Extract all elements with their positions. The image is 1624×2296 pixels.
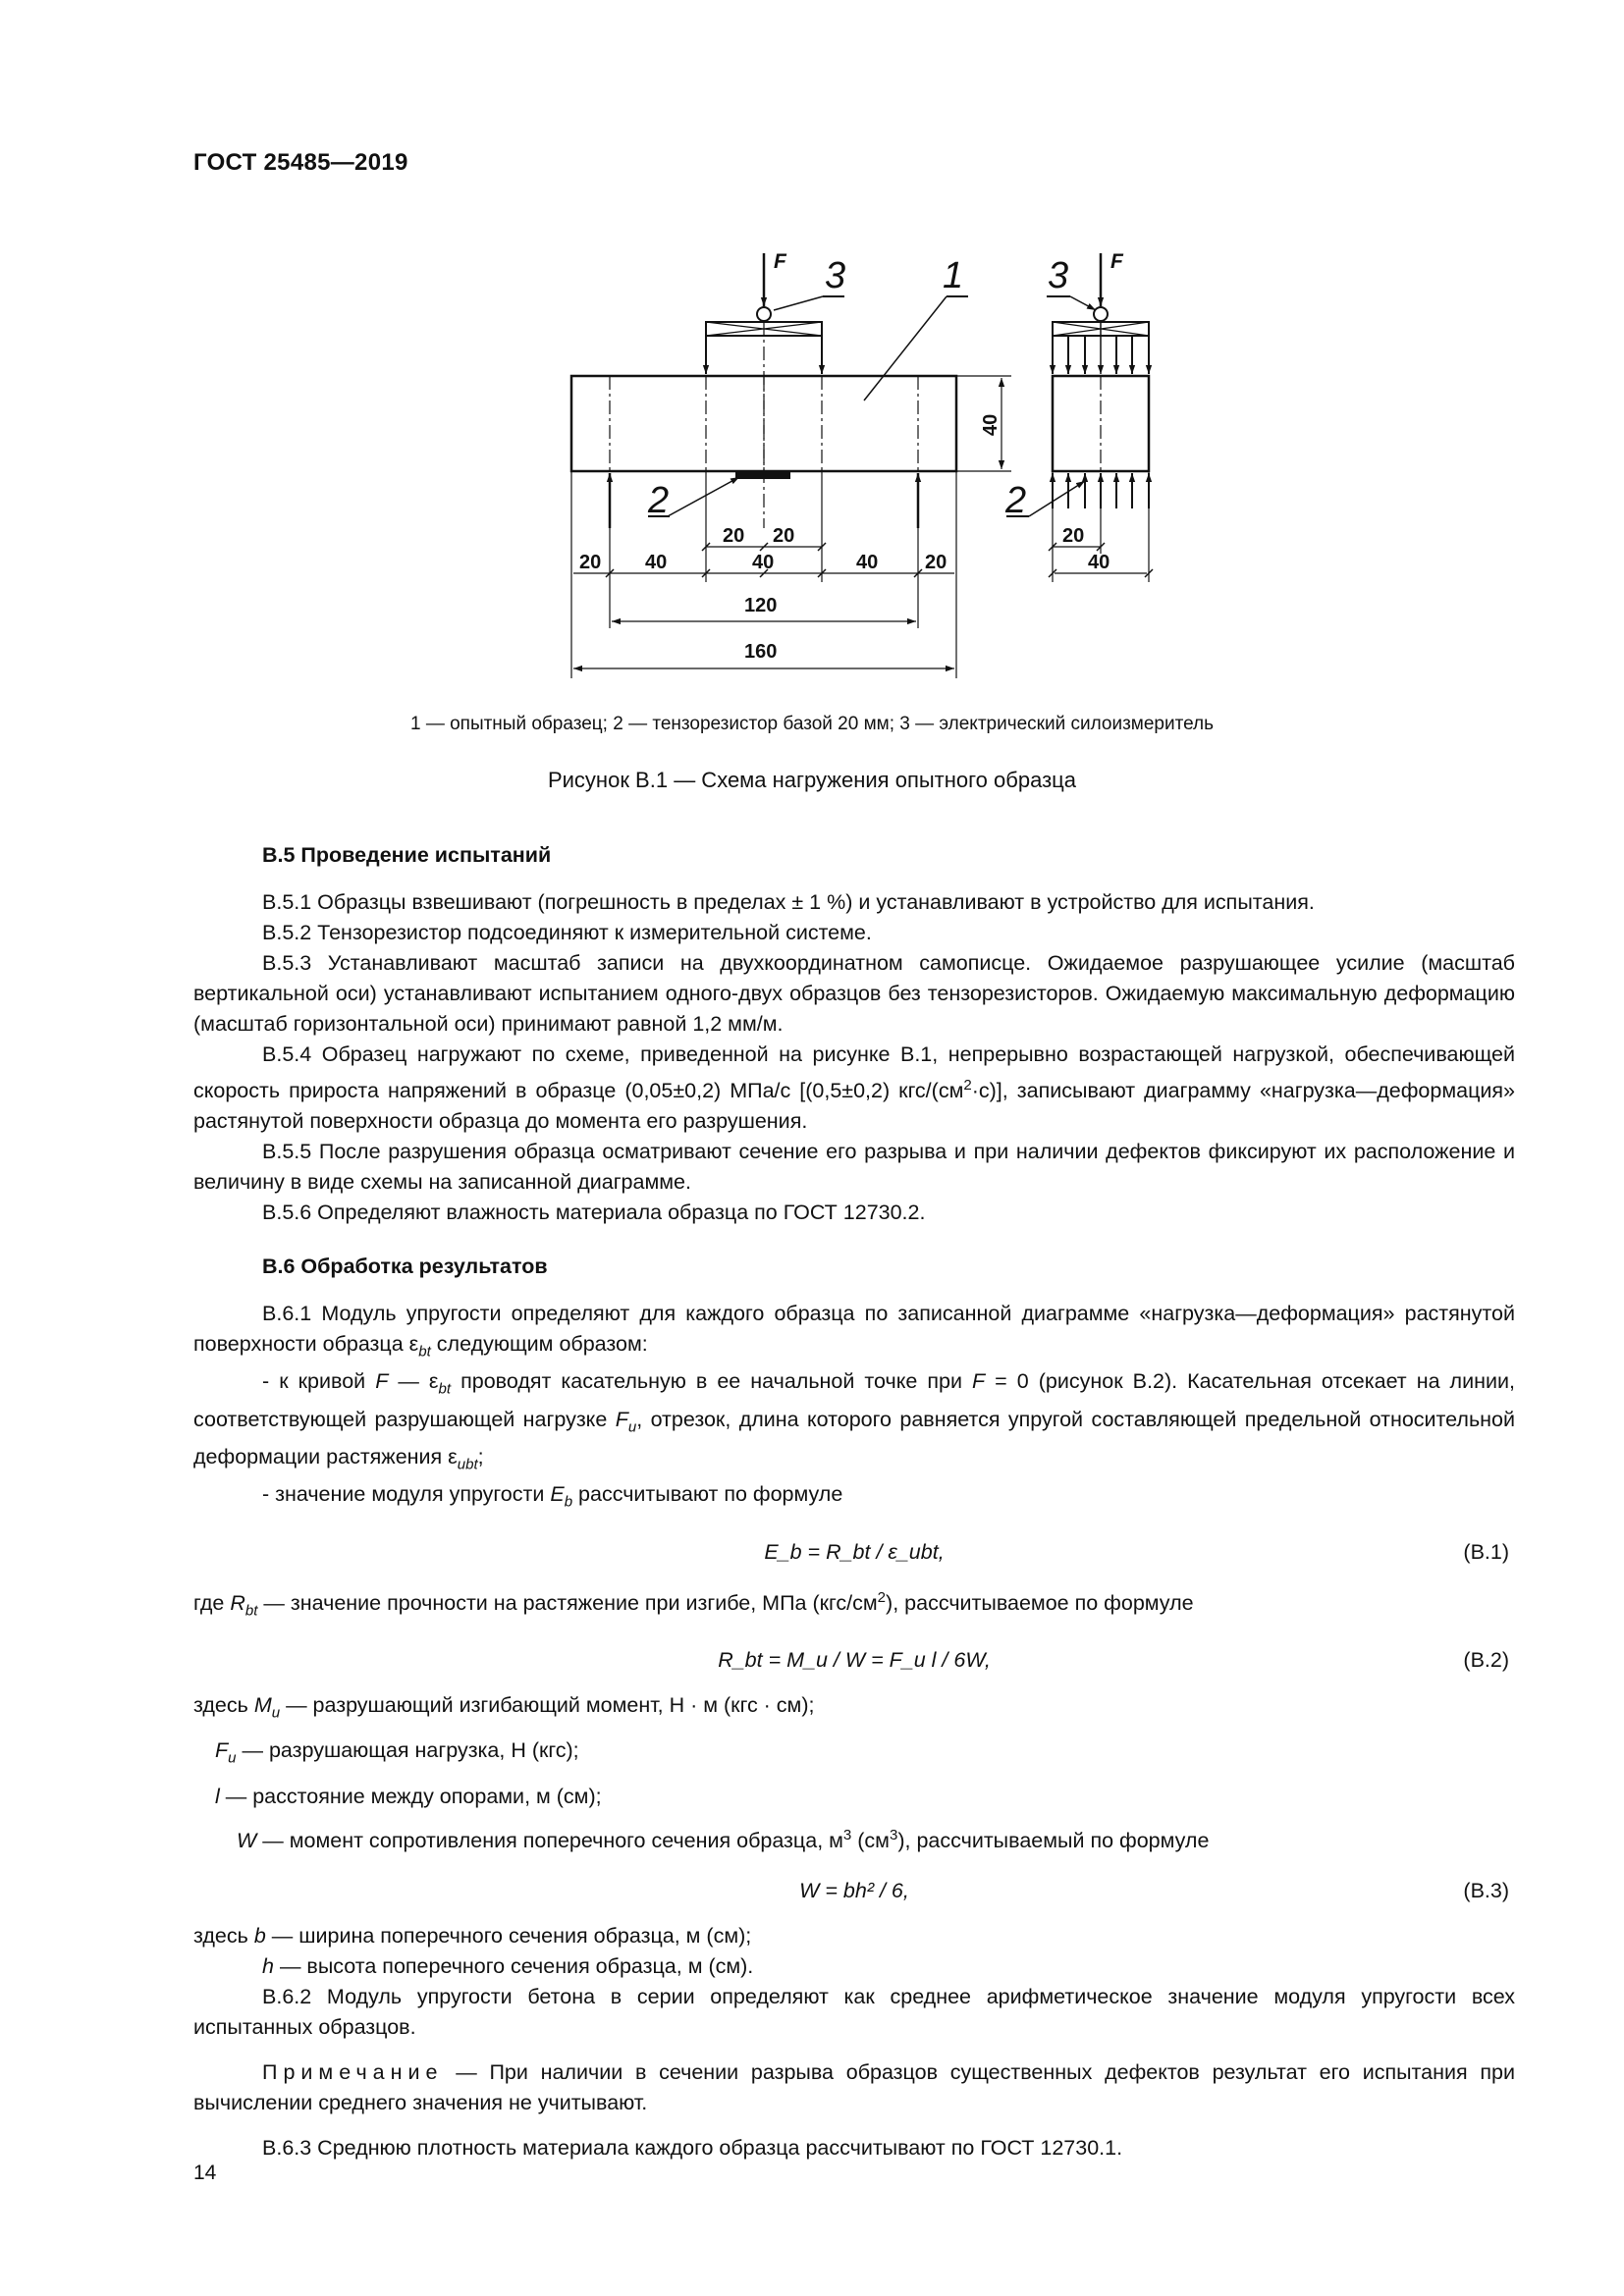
dim-length-160: 160 — [744, 641, 778, 663]
loading-scheme-figure — [550, 243, 1532, 685]
dim-seg-20-right: 20 — [925, 552, 947, 573]
marker-1: 1 — [943, 255, 964, 296]
here-mu: здесь $M_u$ — разрушающий изгибающий момент, Н · м (кгс · см); — [193, 1693, 815, 1722]
figure-legend: 1 — опытный образец; 2 — тензорезистор базой 20 мм; 3 — электрический силоизмеритель — [409, 714, 1215, 734]
formula-b3 — [193, 1868, 1515, 1913]
force-label-right: F — [1110, 250, 1123, 273]
paragraph-b54: В.5.4 Образец нагружают по схеме, приведенной на рисунке В.1, непрерывно возрастающей нагрузкой, обеспечивающей скорость прироста напряжений в образце (0,05±0,2) МПа/с [(0,5±0,2) кгс/$(см^2\cdot с)$], записывают диаграмму «нагрузка—деформация» растянутой поверхности образца до момента его разрушения. — [193, 1042, 1516, 1134]
force-label-left: F — [774, 250, 786, 273]
formula-b1-expression: E_b = R_bt / ε_ubt, — [764, 1539, 945, 1564]
formula-b1-number: (В.1) — [1463, 1539, 1509, 1564]
dim-seg-40-mid: 40 — [752, 552, 775, 573]
formula-b2 — [193, 1637, 1515, 1682]
dim-seg-20-left: 20 — [579, 552, 602, 573]
force-meter-left — [757, 307, 771, 321]
note-label: Примечание — [262, 2059, 444, 2084]
formula-b1 — [193, 1529, 1515, 1575]
paragraph-b51: В.5.1 Образцы взвешивают (погрешность в пределах ± 1 %) и устанавливают в устройство для испытания. — [262, 890, 1315, 914]
document-header: ГОСТ 25485—2019 — [193, 149, 408, 176]
paragraph-b62: В.6.2 Модуль упругости бетона в серии определяют как среднее арифметическое значение модуля упругости всех испытанных образцов. — [193, 1984, 1515, 2039]
here-w: W — момент сопротивления поперечного сечения образца, $м^3$ $(см^3)$, рассчитываемый по формуле — [237, 1826, 1210, 1852]
paragraph-b52: В.5.2 Тензорезистор подсоединяют к измерительной системе. — [262, 921, 872, 944]
paragraph-b53: В.5.3 Устанавливают масштаб записи на двухкоординатном самописце. Ожидаемое разрушающее усилие (масштаб вертикальной оси) устанавливают испытанием одного-двух образцов без тензорезисторов. Ожидаемую максимальную деформацию (масштаб горизонтальной оси) принимают равной 1,2 мм/м. — [193, 951, 1515, 1036]
dim-gauge-20-a: 20 — [723, 525, 745, 547]
dim-seg-40-left: 40 — [645, 552, 668, 573]
here-b: здесь b — ширина поперечного сечения образца, м (см); — [193, 1923, 752, 1948]
bullet-tangent: - к кривой F — $\varepsilon_{bt}$ проводят касательную в ее начальной точке при F = 0 (рисунок В.2). Касательная отсекает на линии, соответствующей разрушающей нагрузке $F_u$, отрезок, длина которого равняется упругой составляющей предельной относительной деформации растяжения $\varepsilon_{ubt}$; — [193, 1369, 1515, 1473]
here-h: h — высота поперечного сечения образца, м (см). — [262, 1953, 754, 1978]
section-b6-title: В.6 Обработка результатов — [262, 1255, 548, 1279]
marker-2-right: 2 — [1005, 480, 1027, 521]
dim-gauge-20-b: 20 — [773, 525, 795, 547]
dim-span-120: 120 — [744, 595, 778, 616]
formula-b3-expression: W = bh² / 6, — [799, 1878, 909, 1902]
dim-height-40: 40 — [980, 413, 1001, 436]
page-number: 14 — [193, 2162, 217, 2184]
dim-side-20: 20 — [1062, 525, 1085, 547]
marker-3-left: 3 — [825, 255, 846, 296]
force-meter-right — [1094, 307, 1108, 321]
dim-seg-40-right: 40 — [856, 552, 879, 573]
marker-2-left: 2 — [648, 480, 670, 521]
paragraph-b63: В.6.3 Среднюю плотность материала каждого образца рассчитывают по ГОСТ 12730.1. — [262, 2135, 1123, 2160]
here-l: l — расстояние между опорами, м (см); — [215, 1784, 602, 1808]
bullet-modulus: - значение модуля упругости $E_b$ рассчитывают по формуле — [262, 1482, 843, 1511]
dim-side-40: 40 — [1088, 552, 1110, 573]
paragraph-b61: В.6.1 Модуль упругости определяют для каждого образца по записанной диаграмме «нагрузка—деформация» растянутой поверхности образца $\varepsilon_{bt}$ следующим образом: — [193, 1302, 1515, 1361]
note: Примечание — При наличии в сечении разрыва образцов существенных дефектов результат его испытания при вычислении среднего значения не учитывают. — [193, 2059, 1515, 2114]
loading-scheme-drawing — [550, 243, 1532, 685]
document-body — [193, 840, 1515, 2163]
formula-b2-expression: R_bt = M_u / W = F_u l / 6W, — [718, 1648, 991, 1673]
paragraph-b56: В.5.6 Определяют влажность материала образца по ГОСТ 12730.2. — [262, 1201, 926, 1225]
formula-b2-number: (В.2) — [1463, 1648, 1509, 1673]
paragraph-b55: В.5.5 После разрушения образца осматривают сечение его разрыва и при наличии дефектов фиксируют их расположение и величину в виде схемы на записанной диаграмме. — [193, 1140, 1515, 1195]
strain-gauge-left — [736, 471, 789, 478]
section-b5-title: В.5 Проведение испытаний — [262, 843, 552, 867]
figure-caption: Рисунок В.1 — Схема нагружения опытного образца — [547, 768, 1077, 792]
here-fu: $F_u$ — разрушающая нагрузка, Н (кгс); — [215, 1738, 579, 1767]
formula-b3-number: (В.3) — [1463, 1878, 1509, 1902]
where-rbt: где $R_{bt}$ — значение прочности на растяжение при изгибе, МПа $(кгс/см^2)$, рассчитываемое по формуле — [193, 1588, 1194, 1620]
marker-3-right: 3 — [1048, 255, 1069, 296]
